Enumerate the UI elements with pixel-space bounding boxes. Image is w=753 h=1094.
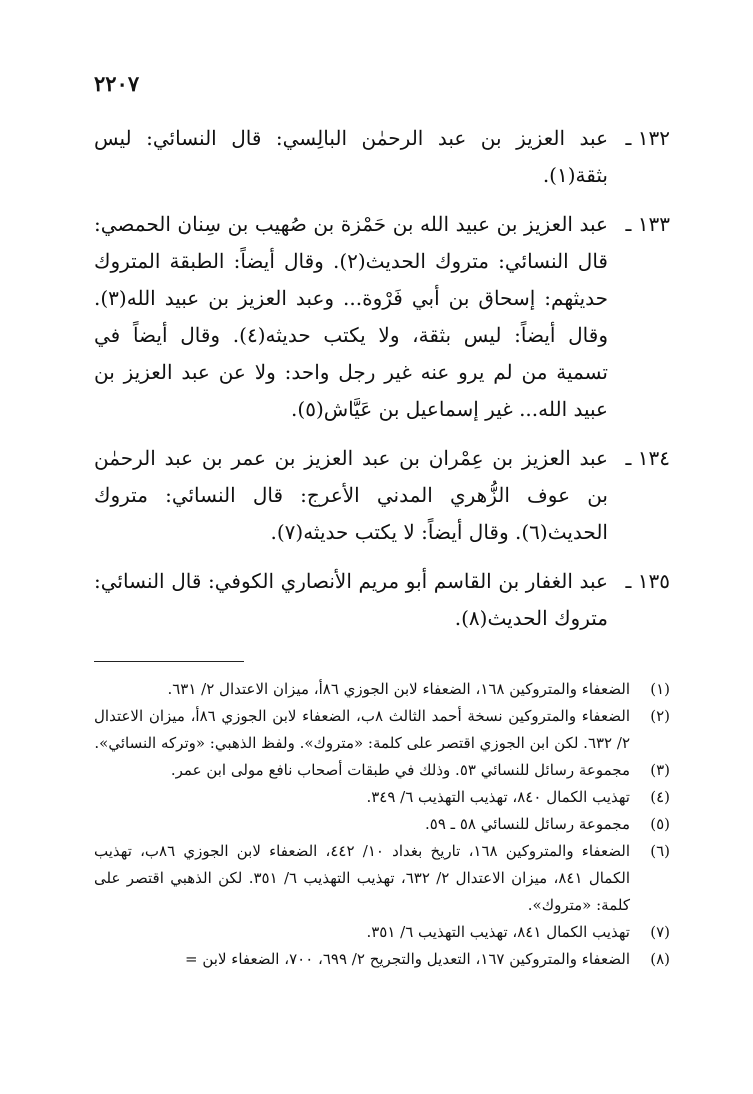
footnote: [94, 784, 670, 811]
footnote: [94, 919, 670, 946]
footnote-number: (٨): [650, 950, 670, 968]
footnote-text: تهذيب الكمال ٨٤١، تهذيب التهذيب ٦/ ٣٥١.: [366, 923, 630, 941]
footnote: [94, 946, 670, 973]
page-number: ٢٢٠٧: [94, 71, 140, 96]
footnote-text: الضعفاء والمتروكين ١٦٨، الضعفاء لابن الجوزي ٨٦أ، ميزان الاعتدال ٢/ ٦٣١.: [167, 680, 630, 698]
entry-number: ١٣٤ ـ: [625, 446, 670, 470]
entry-text: عبد الغفار بن القاسم أبو مريم الأنصاري الكوفي: قال النسائي: متروك الحديث(٨).: [94, 569, 608, 630]
footnote-text: الضعفاء والمتروكين ١٦٨، تاريخ بغداد ١٠/ ٤٤٢، الضعفاء لابن الجوزي ٨٦ب، تهذيب الكمال ٨٤١، ميزان الاعتدال ٢/ ٦٣٢، تهذيب التهذيب ٦/ ٣٥١. لكن الذهبي اقتصر على كلمة: «متروك».: [94, 842, 631, 914]
entry-text: عبد العزيز بن عِمْران بن عبد العزيز بن عمر بن عبد الرحمٰن بن عوف الزُّهري المدني الأعرج: قال النسائي: متروك الحديث(٦). وقال أيضاً: لا يكتب حديثه(٧).: [94, 446, 608, 544]
entry-number: ١٣٥ ـ: [625, 569, 670, 593]
footnote: [94, 676, 670, 703]
footnote-number: (٥): [650, 815, 670, 833]
footnote: [94, 757, 670, 784]
footnote: [94, 811, 670, 838]
footnote-number: (٦): [650, 842, 670, 860]
entry-number: ١٣٢ ـ: [625, 126, 670, 150]
entry-text: عبد العزيز بن عبد الرحمٰن البالِسي: قال النسائي: ليس بثقة(١).: [94, 126, 608, 187]
narrator-entry: [94, 206, 670, 428]
footnote-text: الضعفاء والمتروكين ١٦٧، التعديل والتجريح ٢/ ٦٩٩، ٧٠٠، الضعفاء لابن =: [185, 950, 630, 968]
footnote-number: (٣): [650, 761, 670, 779]
footnotes-list: [94, 676, 670, 973]
entries-list: [94, 120, 670, 637]
narrator-entry: [94, 440, 670, 551]
footnote: [94, 838, 670, 919]
narrator-entry: [94, 120, 670, 194]
book-page: [94, 64, 670, 973]
footnote: [94, 703, 670, 757]
footnote-text: مجموعة رسائل للنسائي ٥٨ ـ ٥٩.: [424, 815, 630, 833]
footnote-text: الضعفاء والمتروكين نسخة أحمد الثالث ٨ب، الضعفاء لابن الجوزي ٨٦أ، ميزان الاعتدال ٢/ ٦٣٢. لكن ابن الجوزي اقتصر على كلمة: «متروك». ولفظ الذهبي: «وتركه النسائي».: [94, 707, 630, 752]
footnote-number: (٤): [650, 788, 670, 806]
footnote-divider: [94, 661, 244, 662]
entry-text: عبد العزيز بن عبيد الله بن حَمْزة بن صُهيب بن سِنان الحمصي: قال النسائي: متروك الحديث(٢). وقال أيضاً: الطبقة المتروك حديثهم: إسحاق بن أبي فَرْوة... وعبد العزيز بن عبيد الله(٣). وقال أيضاً: ليس بثقة، ولا يكتب حديثه(٤). وقال أيضاً في تسمية من لم يرو عنه غير رجل واحد: ولا عن عبد العزيز بن عبيد الله... غير إسماعيل بن عَيَّاش(٥).: [94, 212, 608, 421]
footnote-number: (٢): [650, 707, 670, 725]
narrator-entry: [94, 563, 670, 637]
footnote-number: (١): [650, 680, 670, 698]
footnote-number: (٧): [650, 923, 670, 941]
footnote-text: تهذيب الكمال ٨٤٠، تهذيب التهذيب ٦/ ٣٤٩.: [366, 788, 630, 806]
entry-number: ١٣٣ ـ: [625, 212, 670, 236]
footnote-text: مجموعة رسائل للنسائي ٥٣. وذلك في طبقات أصحاب نافع مولى ابن عمر.: [170, 761, 630, 779]
